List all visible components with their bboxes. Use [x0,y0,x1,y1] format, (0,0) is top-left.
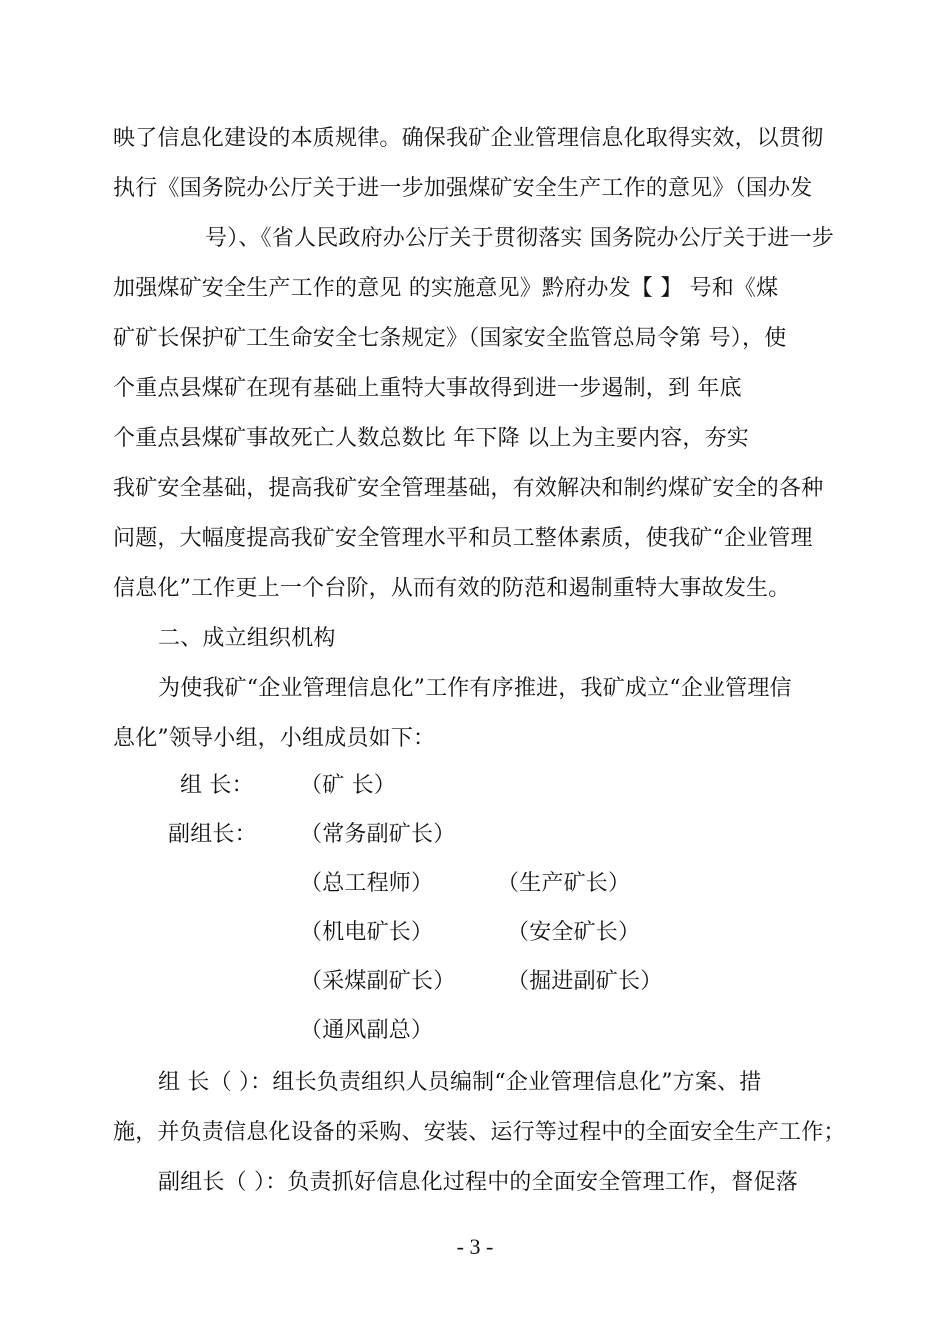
deputy-role: （总工程师） [300,871,434,896]
deputy-role: （生产矿长） [497,871,631,896]
deputy-role: （掘进副矿长） [507,969,663,994]
text: 映了信息化建设的本质规律。确保我矿企业管理信息化取得实效，以贯彻 [113,126,824,151]
duty-leader-line-1: 组 长（ ）：组长负责组织人员编制“企业管理信息化”方案、措 [158,1070,762,1095]
deputy-label: 副组长： [168,822,257,847]
body-line-2 [113,174,835,204]
leader-role: （矿 长） [300,773,396,798]
body-line-1 [113,124,835,154]
deputy-role: （机电矿长） [300,920,434,945]
deputy-role: （采煤副矿长） [300,969,456,994]
section-heading: 二、成立组织机构 [158,626,336,651]
duty-deputy-line-1: 副组长（ ）：负责抓好信息化过程中的全面安全管理工作，督促落 [158,1170,798,1195]
leader-label: 组 长： [180,773,254,798]
body-line-8: 我矿安全基础，提高我矿安全管理基础，有效解决和制约煤矿安全的各种 [113,476,824,501]
deputy-role: （通风副总） [300,1018,434,1043]
body-line-9: 问题，大幅度提高我矿安全管理水平和员工整体素质，使我矿“企业管理 [113,526,813,551]
paragraph-2-line-2: 息化”领导小组，小组成员如下： [113,726,436,751]
body-line-4: 加强煤矿安全生产工作的意见 的实施意见》黔府办发【 】 号和《煤 [113,276,779,301]
page-number: - 3 - [456,1234,494,1259]
body-line-7: 个重点县煤矿事故死亡人数总数比 年下降 以上为主要内容，夯实 [113,426,749,451]
deputy-role: （安全矿长） [507,920,641,945]
deputy-role: （常务副矿长） [300,822,456,847]
duty-leader-line-2: 施，并负责信息化设备的采购、安装、运行等过程中的全面安全生产工作； [113,1120,846,1145]
body-line-5: 矿矿长保护矿工生命安全七条规定》（国家安全监管总局令第 号），使 [113,326,787,351]
body-line-6: 个重点县煤矿在现有基础上重特大事故得到进一步遏制，到 年底 [113,376,742,401]
paragraph-2-line-1: 为使我矿“企业管理信息化”工作有序推进，我矿成立“企业管理信 [158,676,792,701]
body-line-10: 信息化”工作更上一个台阶，从而有效的防范和遏制重特大事故发生。 [113,576,791,601]
text: 执行《国务院办公厅关于进一步加强煤矿安全生产工作的意见》（国办发 [113,176,813,201]
body-line-3: 号）、《省人民政府办公厅关于贯彻落实 国务院办公厅关于进一步 [205,226,834,251]
